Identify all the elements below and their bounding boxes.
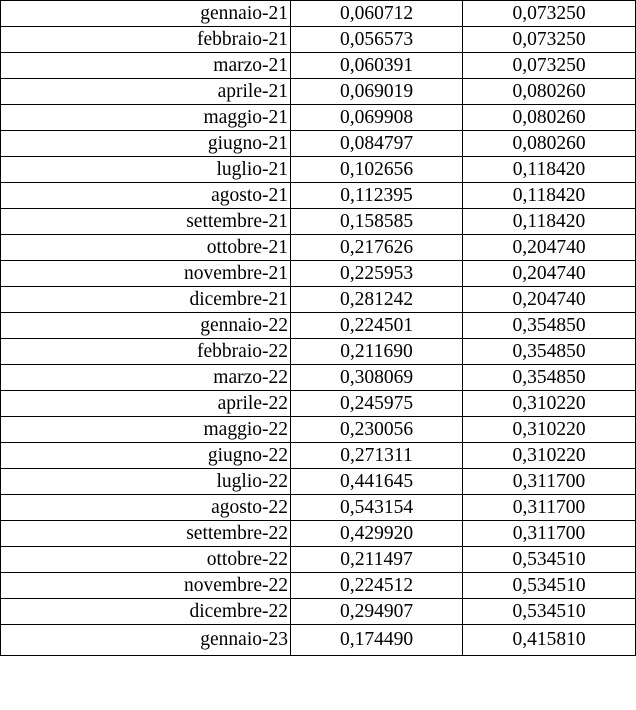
table-row (1, 287, 636, 313)
value-1-cell: 0,429920 (291, 521, 463, 547)
value-1-cell: 0,102656 (291, 157, 463, 183)
month-cell: aprile-22 (1, 391, 291, 417)
month-cell: novembre-21 (1, 261, 291, 287)
month-cell: gennaio-23 (1, 625, 291, 656)
value-1-cell: 0,225953 (291, 261, 463, 287)
value-1-cell: 0,056573 (291, 27, 463, 53)
value-2-cell: 0,534510 (463, 599, 636, 625)
value-1-cell: 0,543154 (291, 495, 463, 521)
value-2-cell: 0,534510 (463, 573, 636, 599)
table-row (1, 1, 636, 27)
value-2-cell: 0,204740 (463, 235, 636, 261)
value-2-cell: 0,310220 (463, 417, 636, 443)
value-2-cell: 0,415810 (463, 625, 636, 656)
month-cell: settembre-21 (1, 209, 291, 235)
value-2-cell: 0,080260 (463, 105, 636, 131)
table-body (1, 1, 636, 656)
value-1-cell: 0,224512 (291, 573, 463, 599)
value-2-cell: 0,073250 (463, 27, 636, 53)
value-2-cell: 0,534510 (463, 547, 636, 573)
month-cell: aprile-21 (1, 79, 291, 105)
table-row (1, 131, 636, 157)
table-row (1, 261, 636, 287)
value-1-cell: 0,217626 (291, 235, 463, 261)
value-1-cell: 0,211497 (291, 547, 463, 573)
month-cell: marzo-22 (1, 365, 291, 391)
value-1-cell: 0,060712 (291, 1, 463, 27)
table-row (1, 443, 636, 469)
value-2-cell: 0,310220 (463, 391, 636, 417)
value-1-cell: 0,112395 (291, 183, 463, 209)
table-row (1, 235, 636, 261)
value-2-cell: 0,311700 (463, 521, 636, 547)
month-cell: settembre-22 (1, 521, 291, 547)
table-row (1, 417, 636, 443)
table-row (1, 105, 636, 131)
value-2-cell: 0,073250 (463, 1, 636, 27)
value-2-cell: 0,310220 (463, 443, 636, 469)
table-row (1, 209, 636, 235)
value-1-cell: 0,084797 (291, 131, 463, 157)
value-2-cell: 0,311700 (463, 495, 636, 521)
value-2-cell: 0,073250 (463, 53, 636, 79)
table-row (1, 495, 636, 521)
month-cell: maggio-21 (1, 105, 291, 131)
month-cell: luglio-21 (1, 157, 291, 183)
table-row (1, 53, 636, 79)
table-row (1, 547, 636, 573)
month-cell: agosto-21 (1, 183, 291, 209)
value-2-cell: 0,354850 (463, 313, 636, 339)
value-1-cell: 0,245975 (291, 391, 463, 417)
month-cell: dicembre-22 (1, 599, 291, 625)
value-2-cell: 0,118420 (463, 183, 636, 209)
value-1-cell: 0,230056 (291, 417, 463, 443)
month-cell: dicembre-21 (1, 287, 291, 313)
month-cell: agosto-22 (1, 495, 291, 521)
month-cell: giugno-21 (1, 131, 291, 157)
value-1-cell: 0,211690 (291, 339, 463, 365)
value-2-cell: 0,204740 (463, 261, 636, 287)
value-2-cell: 0,118420 (463, 157, 636, 183)
value-1-cell: 0,308069 (291, 365, 463, 391)
value-1-cell: 0,271311 (291, 443, 463, 469)
month-cell: luglio-22 (1, 469, 291, 495)
value-2-cell: 0,354850 (463, 365, 636, 391)
month-cell: gennaio-21 (1, 1, 291, 27)
value-2-cell: 0,118420 (463, 209, 636, 235)
value-2-cell: 0,204740 (463, 287, 636, 313)
value-1-cell: 0,069908 (291, 105, 463, 131)
table-row (1, 27, 636, 53)
table-row (1, 313, 636, 339)
table-row (1, 365, 636, 391)
value-1-cell: 0,294907 (291, 599, 463, 625)
value-2-cell: 0,354850 (463, 339, 636, 365)
table-row (1, 469, 636, 495)
value-2-cell: 0,080260 (463, 79, 636, 105)
value-1-cell: 0,174490 (291, 625, 463, 656)
month-cell: novembre-22 (1, 573, 291, 599)
table-row (1, 339, 636, 365)
table-row (1, 183, 636, 209)
value-2-cell: 0,080260 (463, 131, 636, 157)
table-row (1, 79, 636, 105)
table-row (1, 391, 636, 417)
value-1-cell: 0,281242 (291, 287, 463, 313)
table-row (1, 521, 636, 547)
table-row (1, 157, 636, 183)
month-cell: febbraio-22 (1, 339, 291, 365)
month-cell: ottobre-21 (1, 235, 291, 261)
value-1-cell: 0,441645 (291, 469, 463, 495)
month-cell: ottobre-22 (1, 547, 291, 573)
value-1-cell: 0,069019 (291, 79, 463, 105)
month-cell: giugno-22 (1, 443, 291, 469)
value-1-cell: 0,060391 (291, 53, 463, 79)
month-cell: febbraio-21 (1, 27, 291, 53)
table-row (1, 599, 636, 625)
value-1-cell: 0,224501 (291, 313, 463, 339)
month-cell: marzo-21 (1, 53, 291, 79)
table-row (1, 573, 636, 599)
value-1-cell: 0,158585 (291, 209, 463, 235)
month-cell: gennaio-22 (1, 313, 291, 339)
value-2-cell: 0,311700 (463, 469, 636, 495)
table-row (1, 625, 636, 656)
month-cell: maggio-22 (1, 417, 291, 443)
